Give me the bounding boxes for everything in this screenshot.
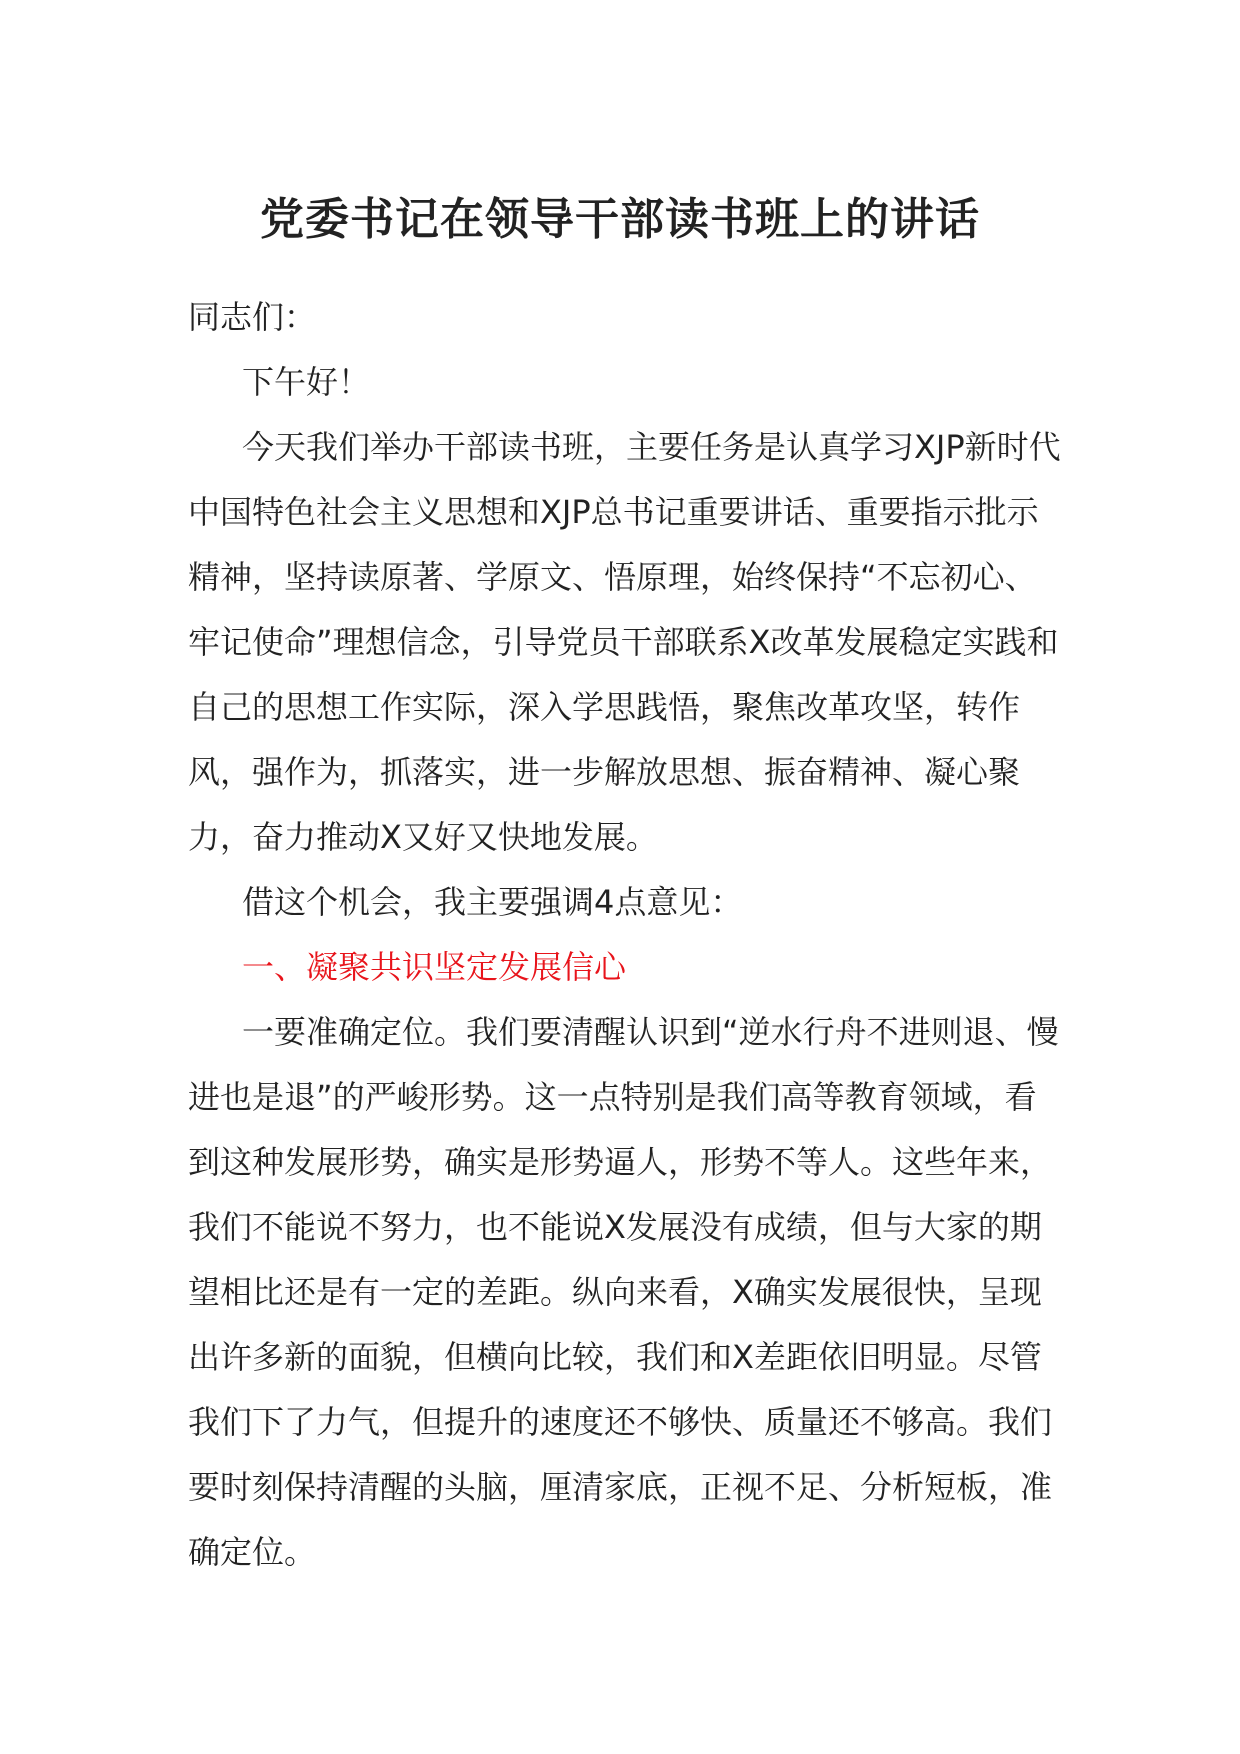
document-title: 党委书记在领导干部读书班上的讲话 [260,194,980,245]
section-heading: 一、凝聚共识坚定发展信心 [242,948,627,986]
salutation: 同志们： [188,298,317,336]
paragraph-greeting: 下午好！ [242,363,371,401]
document-body [188,285,1068,1585]
paragraph-transition: 借这个机会，我主要强调4点意见： [242,883,743,921]
paragraph-intro: 今天我们举办干部读书班，主要任务是认真学习XJP新时代中国特色社会主义思想和XJP总书记重要讲话、重要指示批示精神，坚持读原著、学原文、悟原理，始终保持“不忘初心、牢记使命”理想信念，引导党员干部联系X改革发展稳定实践和自己的思想工作实际，深入学思践悟，聚焦改革攻坚，转作风，强作为，抓落实，进一步解放思想、振奋精神、凝心聚力，奋力推动X又好又快地发展。 [188,428,1061,856]
paragraph-positioning: 一要准确定位。我们要清醒认识到“逆水行舟不进则退、慢进也是退”的严峻形势。这一点特别是我们高等教育领域，看到这种发展形势，确实是形势逼人，形势不等人。这些年来，我们不能说不努力，也不能说X发展没有成绩，但与大家的期望相比还是有一定的差距。纵向来看，X确实发展很快，呈现出许多新的面貌，但横向比较，我们和X差距依旧明显。尽管我们下了力气，但提升的速度还不够快、质量还不够高。我们要时刻保持清醒的头脑，厘清家底，正视不足、分析短板，准确定位。 [188,1013,1059,1571]
